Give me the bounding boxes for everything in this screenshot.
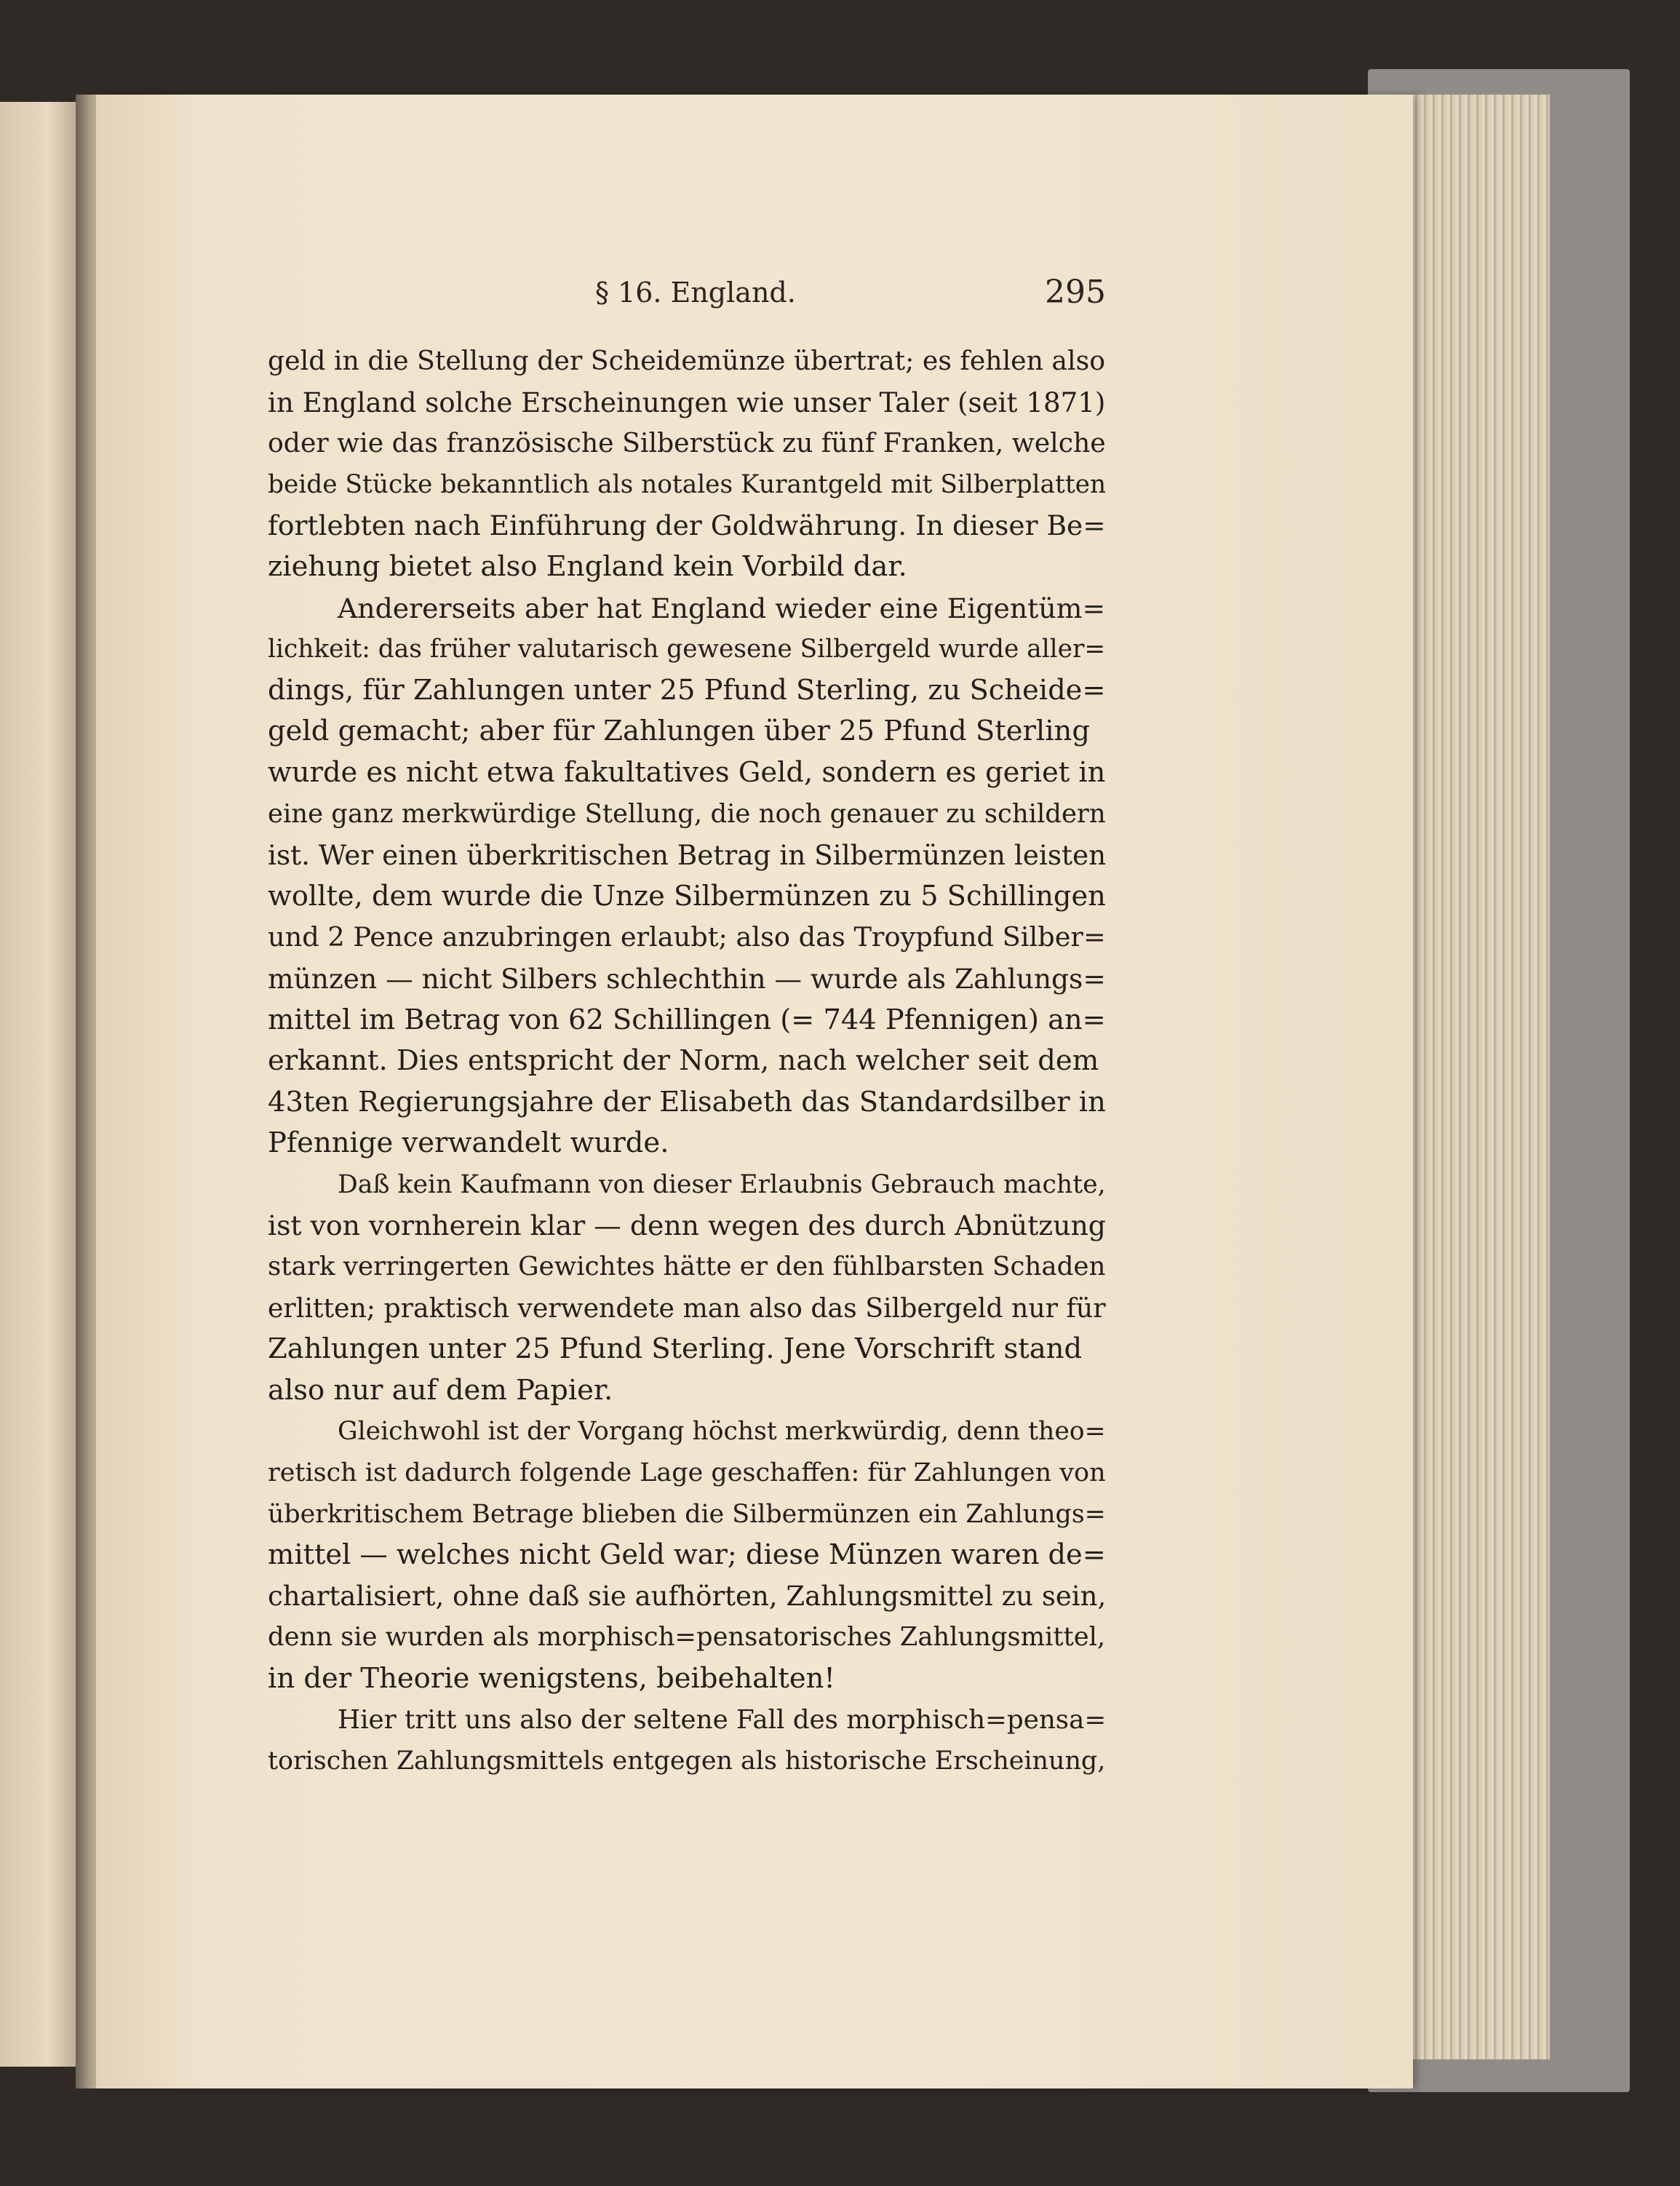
text-line: in England solche Erscheinungen wie unser Taler (seit 1871) — [268, 386, 1106, 418]
text-line: fortlebten nach Einführung der Goldwährung. In dieser Be= — [268, 509, 1106, 542]
text-line: Hier tritt uns also der seltene Fall des morphisch=pensa= — [338, 1704, 1106, 1735]
text-line: lichkeit: das früher valutarisch gewesene Silbergeld wurde aller= — [268, 635, 1106, 664]
text-line: chartalisiert, ohne daß sie aufhörten, Zahlungsmittel zu sein, — [268, 1580, 1106, 1612]
text-line: Andererseits aber hat England wieder eine Eigentüm= — [338, 592, 1106, 624]
text-line: eine ganz merkwürdige Stellung, die noch genauer zu schildern — [268, 798, 1106, 829]
text-line: ist. Wer einen überkritischen Betrag in Silbermünzen leisten — [268, 839, 1106, 872]
text-line: Gleichwohl ist der Vorgang höchst merkwürdig, denn theo= — [338, 1417, 1106, 1447]
text-line: erlitten; praktisch verwendete man also das Silbergeld nur für — [268, 1292, 1106, 1324]
text-line: mittel — welches nicht Geld war; diese Münzen waren de= — [268, 1538, 1106, 1572]
text-line: wollte, dem wurde die Unze Silbermünzen zu 5 Schillingen — [268, 879, 1106, 913]
paragraph — [268, 1700, 1106, 1782]
page-number: 295 — [1045, 274, 1106, 311]
text-line: in der Theorie wenigstens, beibehalten! — [268, 1662, 835, 1695]
text-line: wurde es nicht etwa fakultatives Geld, sondern es geriet in — [268, 755, 1106, 789]
text-line: und 2 Pence anzubringen erlaubt; also das Troypfund Silber= — [268, 921, 1106, 953]
paragraph — [268, 1411, 1106, 1699]
text-line: geld in die Stellung der Scheidemünze übertrat; es fehlen also — [268, 345, 1106, 376]
text-line: münzen — nicht Silbers schlechthin — wurde als Zahlungs= — [268, 962, 1106, 995]
running-head: § 16. England. — [595, 277, 796, 309]
text-line: Pfennige verwandelt wurde. — [268, 1126, 669, 1160]
text-line: stark verringerten Gewichtes hätte er den fühlbarsten Schaden — [268, 1252, 1106, 1282]
text-line: mittel im Betrag von 62 Schillingen (= 744 Pfennigen) an= — [268, 1003, 1106, 1036]
text-line: Daß kein Kaufmann von dieser Erlaubnis Gebrauch machte, — [338, 1169, 1106, 1199]
text-line: ist von vornherein klar — denn wegen des durch Abnützung — [268, 1209, 1106, 1242]
text-line: dings, für Zahlungen unter 25 Pfund Sterling, zu Scheide= — [268, 673, 1106, 707]
text-line: retisch ist dadurch folgende Lage geschaffen: für Zahlungen von — [268, 1458, 1106, 1488]
body-text — [268, 341, 1106, 1796]
text-line: oder wie das französische Silberstück zu fünf Franken, welche — [268, 427, 1106, 459]
text-line: ziehung bietet also England kein Vorbild dar. — [268, 549, 907, 583]
paragraph — [268, 588, 1106, 1164]
text-line: überkritischem Betrage blieben die Silbermünzen ein Zahlungs= — [268, 1499, 1106, 1529]
text-line: beide Stücke bekanntlich als notales Kurantgeld mit Silberplatten — [268, 469, 1106, 499]
text-line: erkannt. Dies entspricht der Norm, nach welcher seit dem — [268, 1044, 1099, 1078]
text-line: geld gemacht; aber für Zahlungen über 25 Pfund Sterling — [268, 715, 1090, 748]
text-line: Zahlungen unter 25 Pfund Sterling. Jene Vorschrift stand — [268, 1332, 1083, 1366]
text-line: 43ten Regierungsjahre der Elisabeth das Standardsilber in — [268, 1085, 1106, 1118]
paragraph — [268, 341, 1106, 588]
text-line: also nur auf dem Papier. — [268, 1373, 613, 1407]
paragraph — [268, 1164, 1106, 1412]
page-header — [268, 268, 1106, 314]
left-page-edge — [0, 102, 80, 2067]
text-line: torischen Zahlungsmittels entgegen als historische Erscheinung, — [268, 1746, 1106, 1776]
text-line: denn sie wurden als morphisch=pensatorisches Zahlungsmittel, — [268, 1622, 1106, 1653]
